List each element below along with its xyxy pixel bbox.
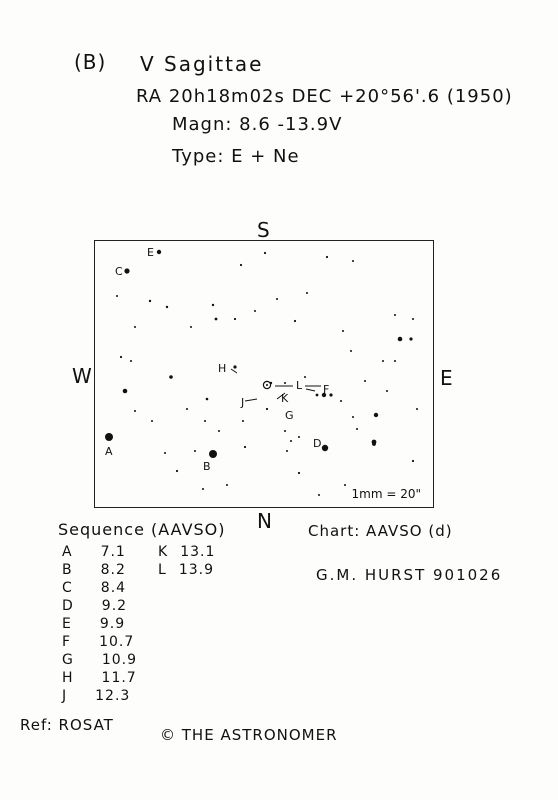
star-dot bbox=[316, 394, 319, 397]
star-dot bbox=[382, 360, 384, 362]
star-dot bbox=[294, 320, 296, 322]
scale-label: 1mm = 20" bbox=[351, 487, 421, 501]
sequence-title: Sequence (AAVSO) bbox=[58, 520, 226, 539]
sequence-id: A bbox=[62, 544, 73, 560]
comparison-star-label: E bbox=[147, 246, 154, 259]
sequence-id: G bbox=[62, 652, 74, 668]
star-dot bbox=[234, 318, 236, 320]
sequence-id: K bbox=[158, 544, 169, 560]
star-field bbox=[95, 241, 435, 509]
sequence-entry bbox=[62, 544, 126, 560]
sequence-mag: 10.9 bbox=[101, 652, 138, 668]
star-dot bbox=[318, 494, 320, 496]
star-dot bbox=[254, 310, 256, 312]
star-name: V Sagittae bbox=[140, 52, 264, 76]
star-dot bbox=[386, 390, 388, 392]
star-dot bbox=[157, 250, 161, 254]
comparison-star-label: K bbox=[281, 392, 289, 405]
variable-star-dot bbox=[266, 384, 268, 386]
star-dot bbox=[124, 268, 129, 273]
star-dot bbox=[329, 393, 332, 396]
sequence-mag: 11.7 bbox=[101, 670, 137, 686]
star-dot bbox=[233, 365, 236, 368]
star-dot bbox=[105, 433, 113, 441]
star-dot bbox=[412, 460, 414, 462]
star-dot bbox=[350, 350, 352, 352]
star-dot bbox=[284, 430, 286, 432]
star-dot bbox=[209, 450, 217, 458]
star-dot bbox=[134, 410, 136, 412]
sequence-id: E bbox=[62, 616, 72, 632]
star-dot bbox=[130, 360, 132, 362]
sequence-mag: 7.1 bbox=[100, 544, 126, 560]
direction-east: E bbox=[440, 366, 454, 390]
sequence-mag: 8.2 bbox=[100, 562, 126, 578]
star-dot bbox=[340, 400, 342, 402]
comparison-star-label: L bbox=[296, 379, 303, 392]
sequence-entry bbox=[62, 670, 137, 686]
copyright-note: © THE ASTRONOMER bbox=[160, 726, 338, 744]
sequence-id: B bbox=[62, 562, 73, 578]
comparison-star-label: D bbox=[313, 437, 322, 450]
star-dot bbox=[204, 420, 206, 422]
star-dot bbox=[202, 488, 204, 490]
sequence-id: D bbox=[62, 598, 74, 614]
star-dot bbox=[326, 256, 328, 258]
sequence-entry bbox=[62, 634, 134, 650]
sequence-entry bbox=[158, 544, 215, 560]
star-dot bbox=[352, 416, 354, 418]
sequence-mag: 9.9 bbox=[99, 616, 126, 632]
star-dot bbox=[298, 436, 300, 438]
star-dot bbox=[266, 408, 268, 410]
star-dot bbox=[166, 306, 168, 308]
star-dot bbox=[290, 440, 292, 442]
chart-source: Chart: AAVSO (d) bbox=[308, 522, 453, 540]
comparison-star-label: H bbox=[218, 362, 227, 375]
direction-north: N bbox=[257, 509, 273, 533]
star-dot bbox=[123, 389, 128, 394]
star-dot bbox=[218, 430, 220, 432]
sequence-entry bbox=[62, 652, 137, 668]
star-dot bbox=[352, 260, 354, 262]
variable-type: Type: E + Ne bbox=[172, 146, 300, 167]
star-dot bbox=[322, 445, 328, 451]
star-dot bbox=[374, 413, 378, 417]
star-dot bbox=[242, 420, 244, 422]
reference-note: Ref: ROSAT bbox=[20, 716, 114, 734]
chart-id-label: (B) bbox=[74, 50, 107, 74]
sequence-entry bbox=[62, 562, 126, 578]
comparison-star-label: C bbox=[115, 265, 123, 278]
sequence-id: L bbox=[158, 562, 167, 578]
sequence-mag: 13.9 bbox=[178, 562, 214, 578]
sequence-id: F bbox=[62, 634, 72, 650]
star-dot bbox=[116, 295, 118, 297]
star-dot bbox=[394, 314, 396, 316]
magnitude-range: Magn: 8.6 -13.9V bbox=[172, 114, 343, 135]
star-dot bbox=[164, 452, 166, 454]
star-dot bbox=[244, 446, 246, 448]
star-dot bbox=[134, 326, 136, 328]
star-dot bbox=[356, 428, 358, 430]
sequence-entry bbox=[62, 616, 125, 632]
comparison-star-label: J bbox=[241, 396, 245, 409]
sequence-mag: 13.1 bbox=[180, 544, 216, 560]
sequence-mag: 10.7 bbox=[99, 634, 135, 650]
star-dot bbox=[264, 252, 266, 254]
star-dot bbox=[398, 337, 403, 342]
comparison-star-label: G bbox=[285, 409, 294, 422]
sequence-entry bbox=[62, 580, 126, 596]
comparison-star-label: A bbox=[105, 445, 113, 458]
sequence-mag: 12.3 bbox=[95, 688, 131, 704]
star-dot bbox=[215, 318, 218, 321]
sequence-id: J bbox=[62, 688, 68, 704]
star-dot bbox=[120, 356, 122, 358]
star-dot bbox=[286, 450, 288, 452]
star-dot bbox=[190, 326, 192, 328]
star-dot bbox=[394, 360, 396, 362]
star-dot bbox=[240, 264, 242, 266]
pointer-line bbox=[306, 389, 315, 391]
sequence-mag: 8.4 bbox=[100, 580, 127, 596]
star-dot bbox=[226, 484, 228, 486]
star-dot bbox=[304, 376, 306, 378]
sequence-id: H bbox=[62, 670, 74, 686]
sequence-entry bbox=[158, 562, 214, 578]
observer-note: G.M. HURST 901026 bbox=[316, 566, 503, 584]
comparison-star-label: B bbox=[203, 460, 211, 473]
star-dot bbox=[412, 318, 414, 320]
sequence-entry bbox=[62, 598, 127, 614]
coordinates: RA 20h18m02s DEC +20°56'.6 (1950) bbox=[136, 86, 513, 107]
star-dot bbox=[212, 304, 214, 306]
star-dot bbox=[206, 398, 209, 401]
star-dot bbox=[176, 470, 178, 472]
star-dot bbox=[276, 298, 278, 300]
star-dot bbox=[149, 300, 151, 302]
star-dot bbox=[194, 450, 196, 452]
star-chart bbox=[94, 240, 434, 508]
star-dot bbox=[306, 292, 308, 294]
pointer-line bbox=[231, 369, 237, 373]
star-dot bbox=[284, 382, 286, 384]
sequence-id: C bbox=[62, 580, 73, 596]
direction-south: S bbox=[257, 218, 271, 242]
star-dot bbox=[342, 330, 344, 332]
star-dot bbox=[151, 420, 153, 422]
direction-west: W bbox=[72, 364, 93, 388]
star-dot bbox=[186, 408, 188, 410]
star-dot bbox=[409, 337, 412, 340]
star-dot bbox=[364, 380, 366, 382]
star-dot bbox=[372, 442, 376, 446]
pointer-line bbox=[245, 399, 257, 401]
star-dot bbox=[344, 484, 346, 486]
sequence-entry bbox=[62, 688, 130, 704]
comparison-star-label: F bbox=[323, 383, 330, 396]
star-dot bbox=[298, 472, 300, 474]
star-dot bbox=[416, 408, 418, 410]
star-dot bbox=[169, 375, 173, 379]
sequence-mag: 9.2 bbox=[101, 598, 128, 614]
